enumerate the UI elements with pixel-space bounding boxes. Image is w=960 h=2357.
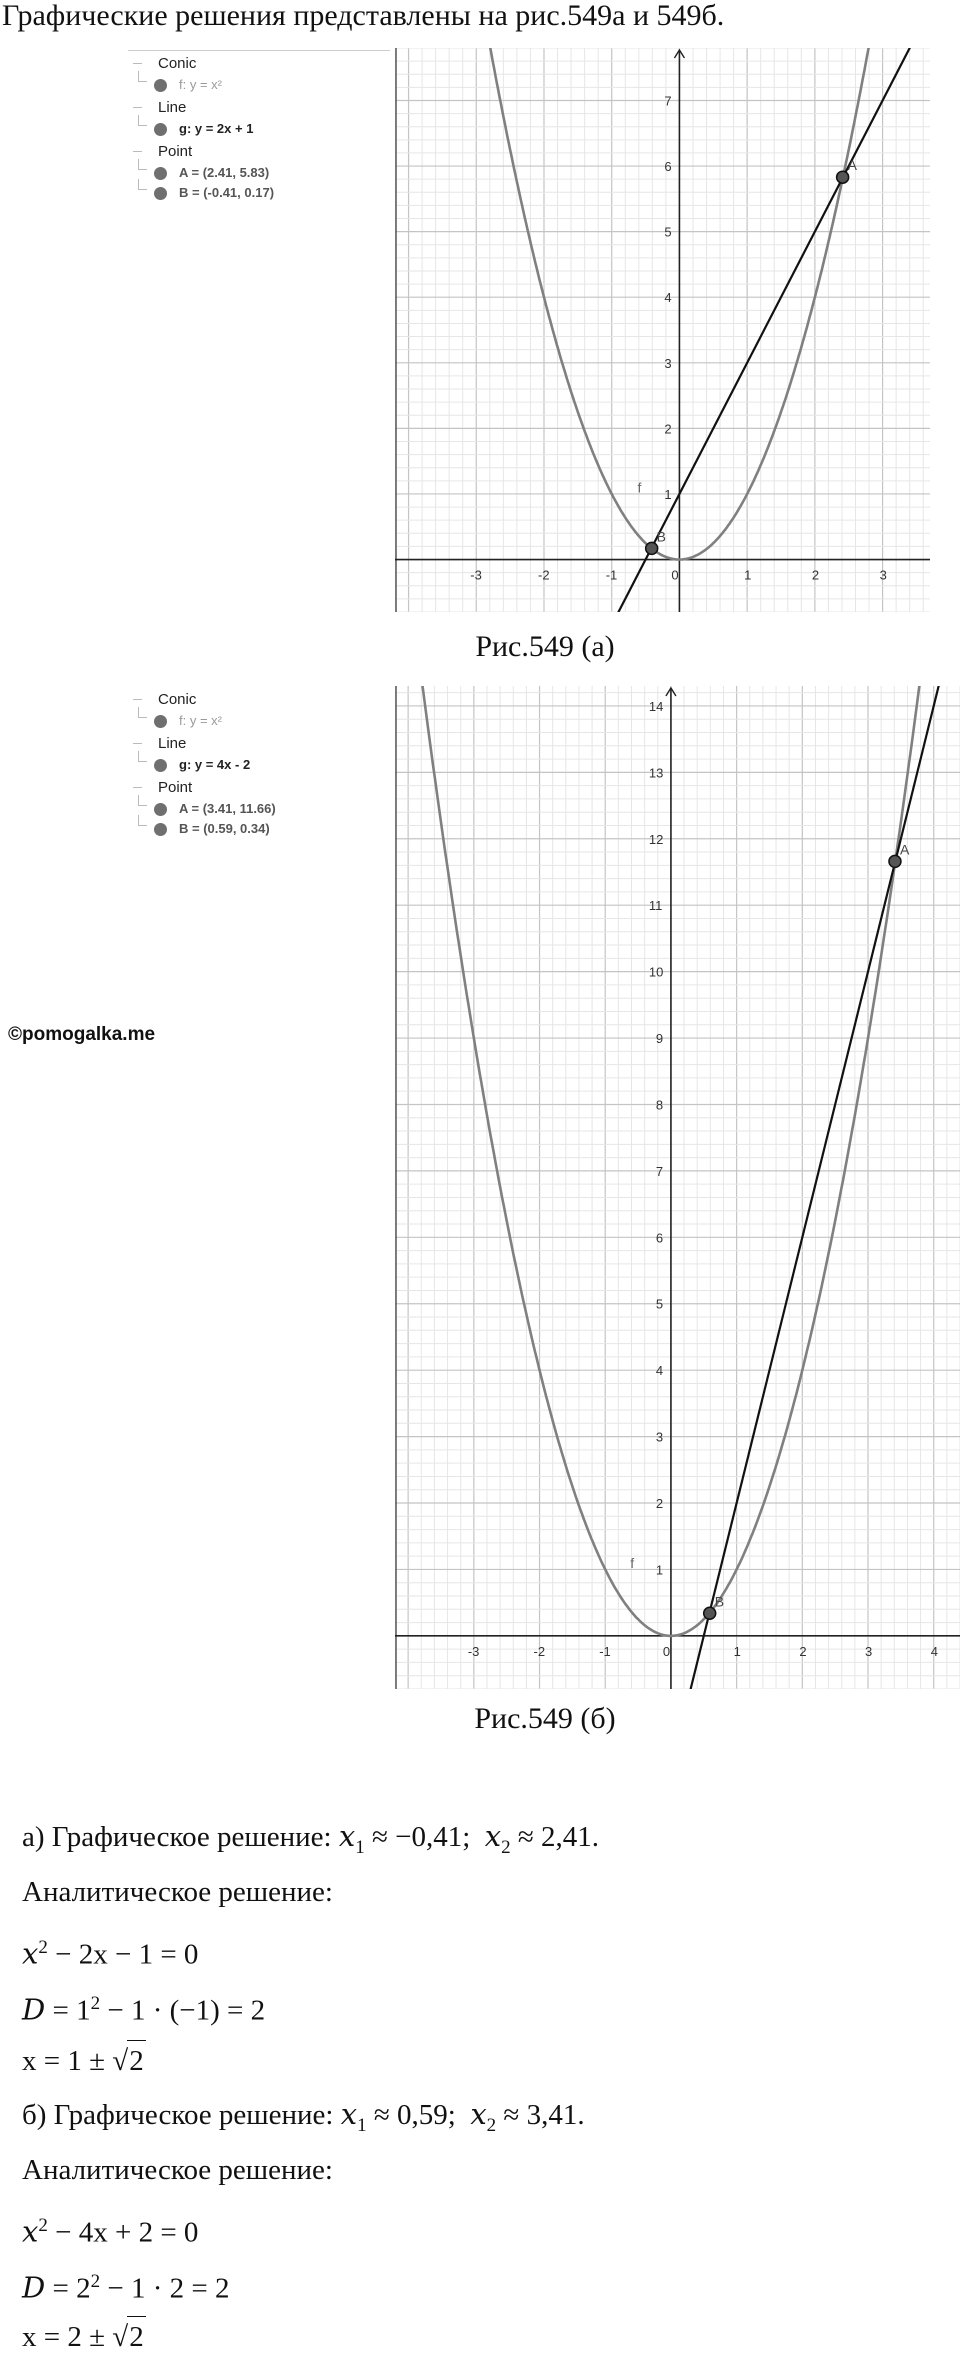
y-tick-label: 2 bbox=[655, 1496, 664, 1512]
conic-header: Conic bbox=[158, 55, 197, 72]
point-label-a: A bbox=[847, 157, 857, 174]
visibility-dot-icon[interactable] bbox=[154, 187, 167, 200]
y-tick-label: 13 bbox=[648, 765, 664, 781]
y-tick-label: 9 bbox=[655, 1031, 664, 1047]
y-tick-label: 3 bbox=[655, 1429, 664, 1445]
y-tick-label: 5 bbox=[664, 224, 672, 240]
x-tick-label: -1 bbox=[605, 567, 618, 583]
point-header: Point bbox=[158, 143, 193, 160]
y-tick-label: 4 bbox=[655, 1363, 664, 1379]
x-tick-label: 2 bbox=[799, 1643, 807, 1659]
equation-b: $x^2 - 4x + 2 = 0$ bbox=[22, 2214, 199, 2249]
point-label-b: B bbox=[656, 528, 667, 545]
point-b-item[interactable]: B = (0.59, 0.34) bbox=[179, 821, 270, 836]
y-tick-label: 1 bbox=[655, 1562, 664, 1578]
analytic-label-a: Аналитическое решение: bbox=[22, 1876, 333, 1908]
solution-a-graphic: а) Графическое решение: $x_1 \approx -0,41$; $x_2 \approx 2,41$. bbox=[22, 1819, 600, 1858]
discriminant-b: $D = 2^2 - 1 \cdot 2 = 2$ bbox=[22, 2270, 230, 2305]
visibility-dot-icon[interactable] bbox=[154, 79, 167, 92]
watermark: ©pomogalka.me bbox=[8, 1024, 156, 1045]
point-label-b: B bbox=[714, 1593, 725, 1610]
y-tick-label: 6 bbox=[664, 159, 672, 175]
collapse-icon bbox=[133, 63, 142, 64]
line-item[interactable]: g: y = 4x - 2 bbox=[179, 757, 251, 772]
y-tick-label: 6 bbox=[655, 1230, 664, 1246]
x-tick-label: 0 bbox=[662, 1643, 671, 1659]
point-a-item[interactable]: A = (3.41, 11.66) bbox=[179, 801, 276, 816]
solution-b-graphic: б) Графическое решение: $x_1 \approx 0,59$; $x_2 \approx 3,41$. bbox=[22, 2097, 585, 2136]
discriminant-a: $D = 1^2 - 1 \cdot (-1) = 2$ bbox=[22, 1992, 266, 2027]
conic-item[interactable]: f: y = x² bbox=[179, 713, 222, 728]
y-tick-label: 10 bbox=[648, 964, 664, 980]
root-b: x = 2 ± √2 bbox=[22, 2316, 146, 2357]
y-tick-label: 14 bbox=[648, 698, 664, 714]
point-a-item[interactable]: A = (2.41, 5.83) bbox=[179, 165, 270, 180]
y-tick-label: 3 bbox=[664, 355, 672, 371]
visibility-dot-icon[interactable] bbox=[154, 759, 167, 772]
line-g bbox=[395, 686, 960, 1689]
figure-caption-b: Рис.549 (б) bbox=[474, 1702, 616, 1735]
visibility-dot-icon[interactable] bbox=[154, 715, 167, 728]
conic-item[interactable]: f: y = x² bbox=[179, 77, 222, 92]
y-tick-label: 1 bbox=[664, 486, 672, 502]
algebra-panel-b bbox=[128, 688, 378, 848]
y-tick-label: 4 bbox=[664, 290, 672, 306]
x-tick-label: -1 bbox=[599, 1643, 611, 1659]
y-tick-label: 12 bbox=[648, 831, 664, 847]
graph-b bbox=[395, 686, 960, 1689]
visibility-dot-icon[interactable] bbox=[154, 803, 167, 816]
y-tick-label: 7 bbox=[655, 1163, 664, 1179]
conic-header: Conic bbox=[158, 691, 197, 708]
root-a: x = 1 ± √2 bbox=[22, 2040, 146, 2081]
y-tick-label: 11 bbox=[648, 898, 663, 914]
x-tick-label: 2 bbox=[811, 567, 820, 583]
point-b-item[interactable]: B = (-0.41, 0.17) bbox=[179, 185, 275, 200]
graph-a bbox=[395, 48, 930, 612]
y-tick-label: 7 bbox=[664, 93, 672, 109]
line-header: Line bbox=[158, 99, 187, 116]
visibility-dot-icon[interactable] bbox=[154, 167, 167, 180]
x-tick-label: 0 bbox=[671, 567, 679, 583]
y-tick-label: 5 bbox=[655, 1296, 664, 1312]
x-tick-label: -2 bbox=[537, 567, 550, 583]
analytic-label-b: Аналитическое решение: bbox=[22, 2154, 333, 2186]
grid bbox=[395, 686, 960, 1689]
collapse-icon bbox=[133, 743, 142, 744]
parabola-f bbox=[395, 686, 960, 1636]
line-header: Line bbox=[158, 735, 187, 752]
x-tick-label: -2 bbox=[533, 1643, 546, 1659]
collapse-icon bbox=[133, 107, 142, 108]
collapse-icon bbox=[133, 787, 142, 788]
parabola-f bbox=[395, 48, 930, 560]
figure-caption-a: Рис.549 (а) bbox=[475, 630, 615, 663]
x-tick-label: -3 bbox=[470, 567, 482, 583]
equation-a: $x^2 - 2x - 1 = 0$ bbox=[22, 1936, 199, 1971]
x-tick-label: 3 bbox=[865, 1643, 873, 1659]
visibility-dot-icon[interactable] bbox=[154, 123, 167, 136]
collapse-icon bbox=[133, 699, 142, 700]
point-label-a: A bbox=[899, 841, 910, 858]
algebra-panel-a bbox=[128, 52, 378, 212]
point-header: Point bbox=[158, 779, 193, 796]
curve-label-f: f bbox=[630, 1555, 635, 1572]
curve-label-f: f bbox=[637, 479, 642, 496]
y-tick-label: 2 bbox=[664, 421, 672, 437]
line-item[interactable]: g: y = 2x + 1 bbox=[179, 121, 254, 136]
x-tick-label: 1 bbox=[744, 567, 752, 583]
collapse-icon bbox=[133, 151, 142, 152]
y-tick-label: 8 bbox=[655, 1097, 664, 1113]
x-tick-label: 3 bbox=[879, 567, 887, 583]
x-tick-label: 4 bbox=[930, 1643, 938, 1659]
visibility-dot-icon[interactable] bbox=[154, 823, 167, 836]
page-heading: Графические решения представлены на рис.549а и 549б. bbox=[2, 0, 725, 32]
x-tick-label: -3 bbox=[467, 1643, 480, 1659]
x-tick-label: 1 bbox=[733, 1643, 741, 1659]
